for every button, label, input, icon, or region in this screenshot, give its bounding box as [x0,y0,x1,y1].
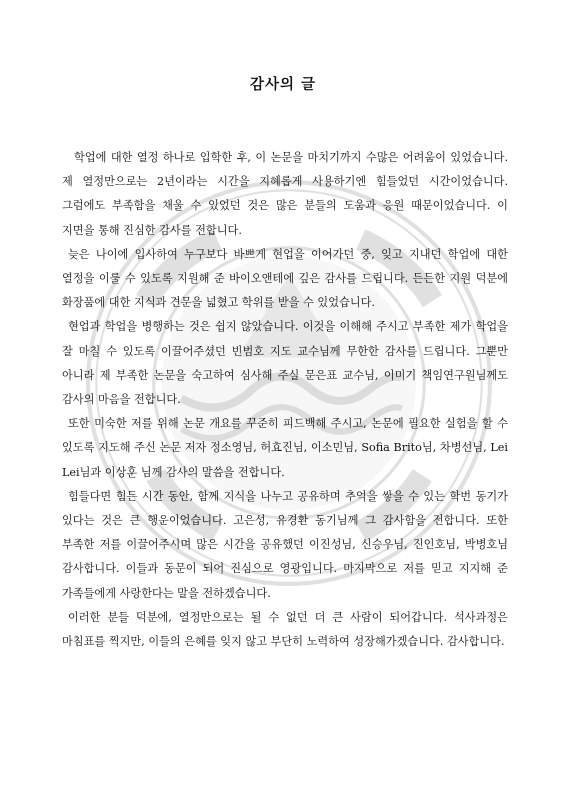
paragraph-5: 힘들다면 힘든 시간 동안, 함께 지식을 나누고 공유하며 추억을 쌓을 수 있는 학번 동기가 있다는 것은 큰 행운이었습니다. 고은성, 유경환 동기님께 그 감사함을 전합니다. 또한 부족한 저를 이끌어주시며 많은 시간을 공유했던 이진성님, 신승우님, 진인호님, 박병호님 감사합니다. 이들과 동문이 되어 진심으로 영광입니다. 마지막으로 저를 믿고 지지해 준 가족들에게 사랑한다는 말을 전하겠습니다. [62,489,508,600]
paragraph-1: 학업에 대한 열정 하나로 입학한 후, 이 논문을 마치기까지 수많은 어려움이 있었습니다. 제 열정만으로는 2년이라는 시간을 지혜롭게 사용하기엔 힘들었던 시간이었습니다. 그럼에도 부족함을 채울 수 있었던 것은 많은 분들의 도움과 응원 때문이었습니다. 이 지면을 통해 진심한 감사를 전합니다. [62,151,508,237]
document-body [62,146,508,654]
paragraph-2: 늦은 나이에 입사하여 누구보다 바쁘게 현업을 이어가던 중, 잊고 지내던 학업에 대한 열정을 이룰 수 있도록 지원해 준 바이오앤테에 깊은 감사를 드립니다. 든든한 지원 덕분에 화장품에 대한 지식과 견문을 넓혔고 학위를 받을 수 있었습니다. [62,247,508,310]
page-title: 감사의 글 [249,77,317,93]
paragraph-4: 또한 미숙한 저를 위해 논문 개요를 꾸준히 피드백해 주시고, 논문에 필요한 실험을 할 수 있도록 지도해 주신 논문 저자 정소영님, 허효진님, 이소민님, Sofia Brito님, 차병선님, Lei Lei님과 이상훈 님께 감사의 말씀을 전합니다. [62,417,508,479]
paragraph-6: 이러한 분들 덕분에, 열정만으로는 될 수 없던 더 큰 사람이 되어갑니다. 석사과정은 마침표를 찍지만, 이들의 은혜를 잊지 않고 부단히 노력하여 성장해가겠습니다. 감사합니다. [62,610,508,649]
paragraph-3: 현업과 학업을 병행하는 것은 쉽지 않았습니다. 이것을 이해해 주시고 부족한 제가 학업을 잘 마칠 수 있도록 이끌어주셨던 빈범호 지도 교수님께 무한한 감사를 드립니다. 그뿐만 아니라 제 부족한 논문을 숙고하여 심사해 주실 문은표 교수님, 이미기 책임연구원님께도 감사의 마음을 전합니다. [62,320,508,407]
